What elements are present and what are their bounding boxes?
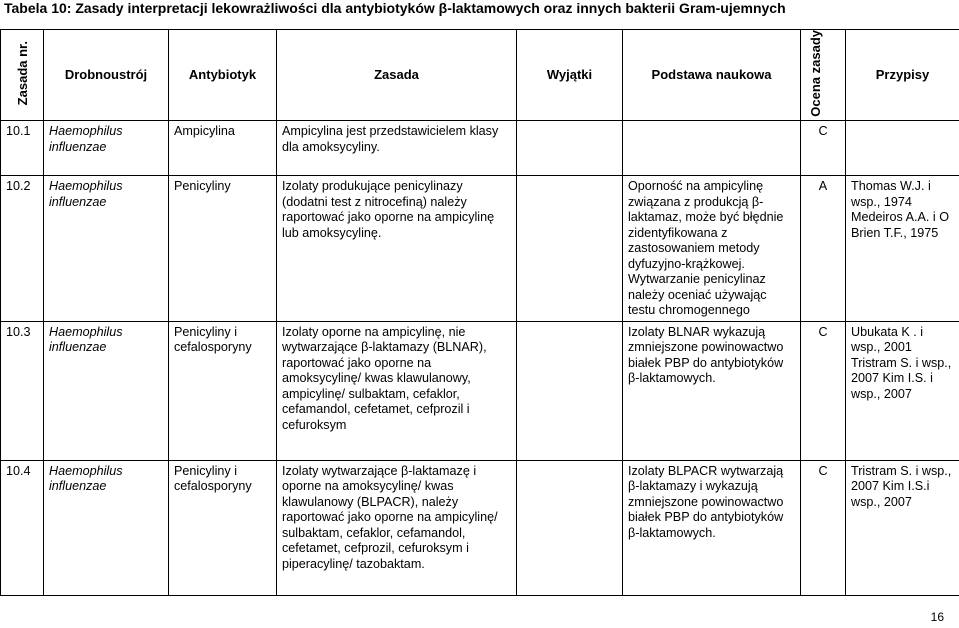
- cell-exceptions: [517, 176, 623, 322]
- cell-antibiotic: Penicyliny i cefalosporyny: [169, 321, 277, 460]
- table-row: [1, 176, 959, 322]
- header-microorganism: Drobnoustrój: [44, 30, 169, 121]
- cell-rating: C: [801, 321, 846, 460]
- header-rule-no: Zasada nr.: [1, 30, 44, 121]
- cell-basis: Oporność na ampicylinę związana z produkcją β-laktamaz, może być błędnie zidentyfikowana z zastosowaniem metody dyfuzyjno-krążkowej. Wytwarzanie penicylinaz należy oceniać używając testu chromogennego: [623, 176, 801, 322]
- header-rating: Ocena zasady: [801, 30, 846, 121]
- cell-rule: Izolaty oporne na ampicylinę, nie wytwarzające β-laktamazy (BLNAR), raportować jako oporne na amoksycylinę/ kwas klawulanowy, ampicylinę/ sulbaktam, cefaklor, cefamandol, cefetamet, cefprozil i cefuroksym: [277, 321, 517, 460]
- cell-footnotes: Thomas W.J. i wsp., 1974 Medeiros A.A. i O Brien T.F., 1975: [846, 176, 959, 322]
- cell-footnotes: Tristram S. i wsp., 2007 Kim I.S.i wsp., 2007: [846, 460, 959, 595]
- header-rule: Zasada: [277, 30, 517, 121]
- header-exceptions: Wyjątki: [517, 30, 623, 121]
- table-title: Tabela 10: Zasady interpretacji lekowrażliwości dla antybiotyków β-laktamowych oraz innych bakterii Gram-ujemnych: [4, 0, 786, 16]
- table-row: [1, 321, 959, 460]
- cell-rule-no: 10.4: [1, 460, 44, 595]
- cell-exceptions: [517, 121, 623, 176]
- cell-rule: Ampicylina jest przedstawicielem klasy dla amoksycyliny.: [277, 121, 517, 176]
- cell-basis: Izolaty BLNAR wykazują zmniejszone powinowactwo białek PBP do antybiotyków β-laktamowych.: [623, 321, 801, 460]
- cell-antibiotic: Penicyliny i cefalosporyny: [169, 460, 277, 595]
- cell-rule: Izolaty produkujące penicylinazy (dodatni test z nitrocefiną) należy raportować jako oporne na ampicylinę lub amoksycylinę.: [277, 176, 517, 322]
- header-row: [1, 30, 959, 121]
- cell-rating: C: [801, 460, 846, 595]
- cell-footnotes: [846, 121, 959, 176]
- cell-exceptions: [517, 460, 623, 595]
- cell-footnotes: Ubukata K . i wsp., 2001 Tristram S. i wsp., 2007 Kim I.S. i wsp., 2007: [846, 321, 959, 460]
- cell-basis: Izolaty BLPACR wytwarzają β-laktamazy i wykazują zmniejszone powinowactwo białek PBP do antybiotyków β-laktamowych.: [623, 460, 801, 595]
- cell-rule-no: 10.2: [1, 176, 44, 322]
- cell-microorganism: Haemophilus influenzae: [44, 321, 169, 460]
- cell-rule-no: 10.3: [1, 321, 44, 460]
- cell-microorganism: Haemophilus influenzae: [44, 176, 169, 322]
- cell-antibiotic: Penicyliny: [169, 176, 277, 322]
- cell-basis: [623, 121, 801, 176]
- interpretation-rules-table: [0, 29, 959, 596]
- cell-microorganism: Haemophilus influenzae: [44, 460, 169, 595]
- header-footnotes: Przypisy: [846, 30, 959, 121]
- cell-exceptions: [517, 321, 623, 460]
- cell-rule-no: 10.1: [1, 121, 44, 176]
- cell-antibiotic: Ampicylina: [169, 121, 277, 176]
- cell-rating: A: [801, 176, 846, 322]
- header-antibiotic: Antybiotyk: [169, 30, 277, 121]
- table-row: [1, 121, 959, 176]
- header-scientific-basis: Podstawa naukowa: [623, 30, 801, 121]
- cell-rating: C: [801, 121, 846, 176]
- table-row: [1, 460, 959, 595]
- page-number: 16: [930, 610, 944, 624]
- cell-rule: Izolaty wytwarzające β-laktamazę i oporne na amoksycylinę/ kwas klawulanowy (BLPACR), należy raportować jako oporne na ampicylinę/ sulbaktam, cefaklor, cefamandol, cefetamet, cefprozil, cefuroksym i piperacylinę/ tazobaktam.: [277, 460, 517, 595]
- cell-microorganism: Haemophilus influenzae: [44, 121, 169, 176]
